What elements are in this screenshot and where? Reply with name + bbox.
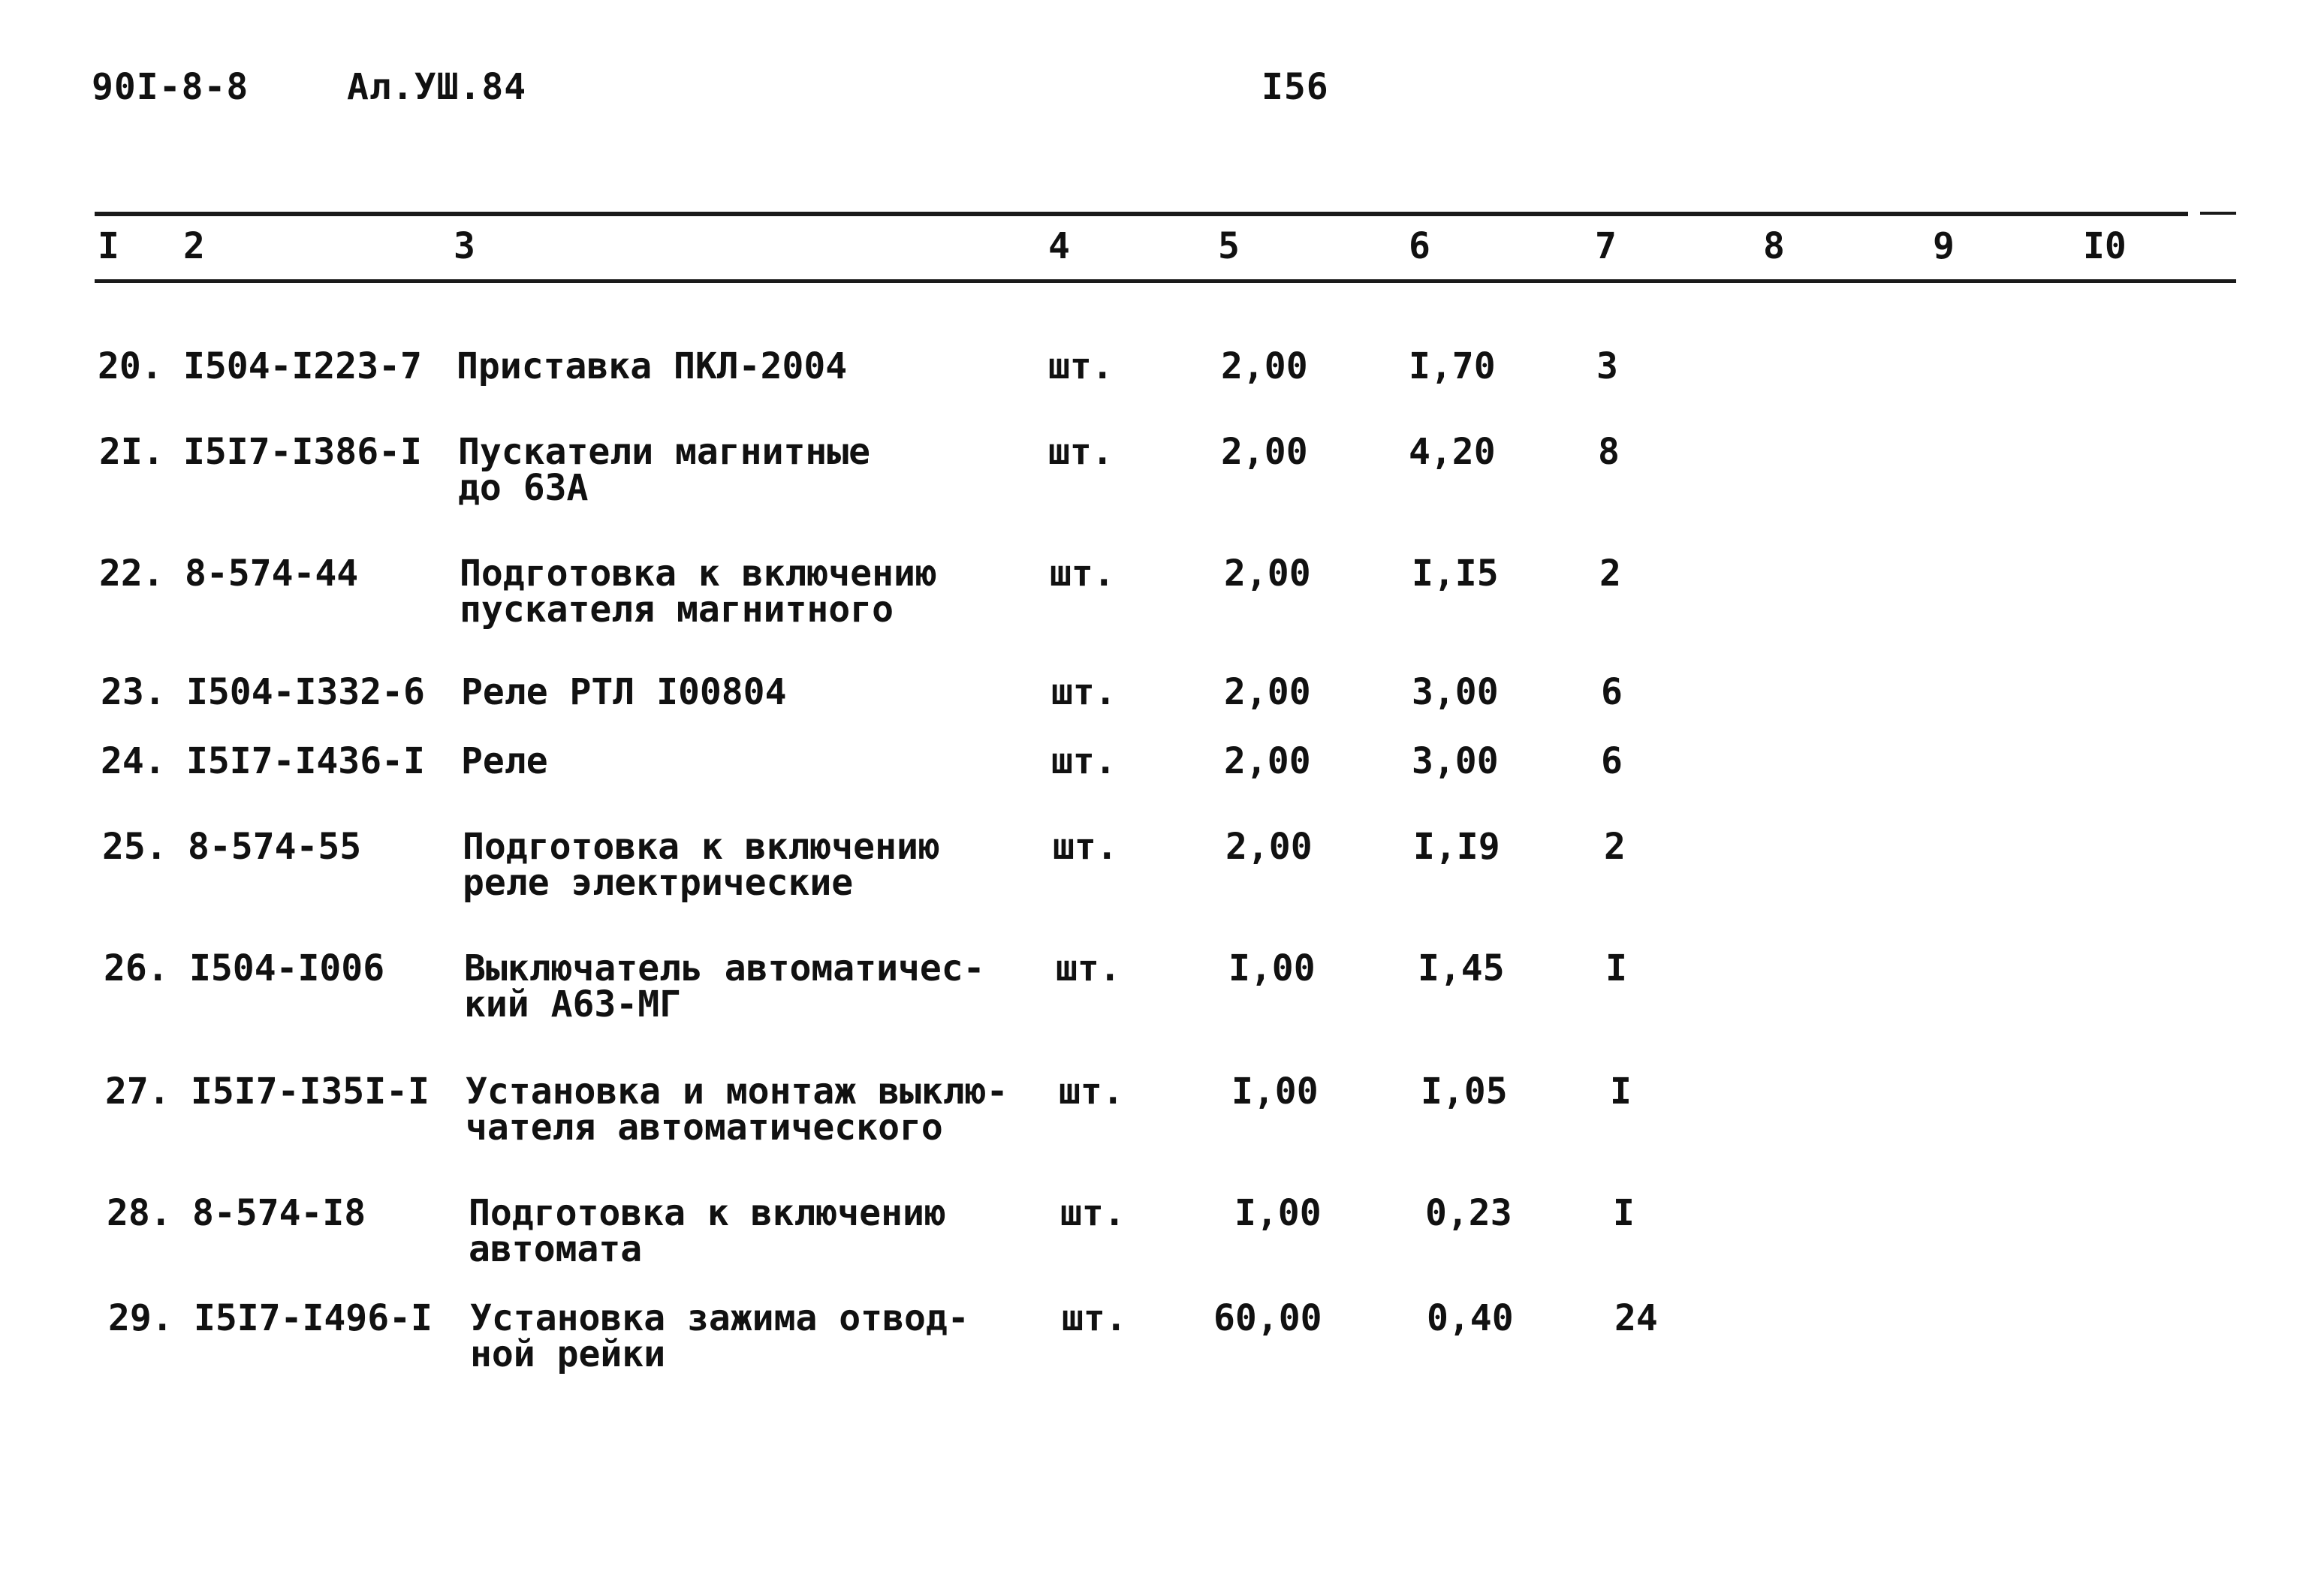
code-cell: I5I7-I386-I [183,431,422,473]
total-cell: I [1610,1071,1632,1113]
code-cell: I5I7-I35I-I [191,1071,430,1113]
row-number: 26. [104,947,169,989]
column-number: 4 [1048,225,1070,267]
row-number: 22. [99,553,164,595]
unit-cell: шт. [1051,671,1117,713]
row-number: 28. [107,1192,172,1234]
description-cell [460,553,937,631]
rate-cell: 0,23 [1425,1192,1512,1234]
description-cell [461,671,787,713]
rate-cell: I,45 [1418,947,1505,989]
description-line: автомата [469,1228,643,1270]
row-number: 23. [101,671,166,713]
quantity-cell: I,00 [1234,1192,1322,1234]
quantity-cell: I,00 [1228,947,1316,989]
quantity-cell: 2,00 [1221,431,1308,473]
description-line: Выключатель автоматичес- [464,947,985,989]
total-cell: 6 [1601,740,1623,782]
description-line: Реле [461,740,548,782]
code-cell: 8-574-44 [185,553,359,595]
row-number: 25. [102,826,167,868]
total-cell: 3 [1596,345,1618,387]
unit-cell: шт. [1056,947,1121,989]
table-top-rule-tail [2200,212,2236,215]
rate-cell: 4,20 [1409,431,1496,473]
unit-cell: шт. [1060,1192,1126,1234]
unit-cell: шт. [1062,1297,1127,1339]
unit-cell: шт. [1048,345,1114,387]
total-cell: I [1613,1192,1635,1234]
description-cell [461,740,548,782]
rate-cell: 3,00 [1412,671,1499,713]
description-line: реле электрические [463,862,854,904]
description-line: Подготовка к включению [463,826,940,868]
code-cell: I5I7-I496-I [194,1297,433,1339]
quantity-cell: 60,00 [1213,1297,1322,1339]
description-cell [469,1192,946,1270]
rate-cell: I,70 [1409,345,1496,387]
code-cell: 8-574-55 [188,826,362,868]
table-header-bottom-rule [95,279,2236,283]
total-cell: I [1605,947,1627,989]
rate-cell: 3,00 [1412,740,1499,782]
description-line: пускателя магнитного [460,589,894,631]
description-cell [466,1071,1008,1149]
rate-cell: 0,40 [1427,1297,1514,1339]
quantity-cell: I,00 [1231,1071,1319,1113]
description-cell [458,431,871,509]
unit-cell: шт. [1051,740,1117,782]
column-number: I0 [2083,225,2127,267]
description-line: Установка и монтаж выклю- [466,1071,1008,1113]
code-cell: I504-I006 [189,947,385,989]
description-line: ной рейки [470,1333,666,1375]
rate-cell: I,I5 [1412,553,1499,595]
quantity-cell: 2,00 [1224,740,1311,782]
description-cell [463,826,940,904]
description-line: Пускатели магнитные [458,431,871,473]
description-line: кий А63-МГ [464,983,681,1025]
code-cell: I504-I332-6 [186,671,425,713]
row-number: 20. [98,345,163,387]
description-line: Приставка ПКЛ-2004 [457,345,848,387]
total-cell: 8 [1598,431,1620,473]
description-line: Реле РТЛ I00804 [461,671,787,713]
unit-cell: шт. [1059,1071,1124,1113]
column-number: 2 [183,225,205,267]
quantity-cell: 2,00 [1221,345,1308,387]
code-cell: I504-I223-7 [183,345,422,387]
description-cell [457,345,848,387]
total-cell: 6 [1601,671,1623,713]
column-number: 3 [454,225,475,267]
table-top-rule [95,212,2188,216]
unit-cell: шт. [1048,431,1114,473]
quantity-cell: 2,00 [1225,826,1313,868]
row-number: 29. [108,1297,173,1339]
row-number: 27. [105,1071,170,1113]
description-cell [470,1297,969,1375]
row-number: 2I. [99,431,164,473]
column-number: 6 [1409,225,1430,267]
column-number: 5 [1218,225,1240,267]
row-number: 24. [101,740,166,782]
unit-cell: шт. [1050,553,1115,595]
quantity-cell: 2,00 [1224,553,1311,595]
column-number: 8 [1763,225,1785,267]
column-number: I [98,225,119,267]
doc-code: 90I-8-8 [92,66,249,108]
rate-cell: I,I9 [1413,826,1500,868]
unit-cell: шт. [1053,826,1118,868]
description-line: Установка зажима отвод- [470,1297,969,1339]
page-number: I56 [1262,66,1329,108]
description-cell [464,947,985,1025]
description-line: Подготовка к включению [469,1192,946,1234]
total-cell: 24 [1614,1297,1658,1339]
rate-cell: I,05 [1421,1071,1508,1113]
description-line: Подготовка к включению [460,553,937,595]
code-cell: I5I7-I436-I [186,740,425,782]
album-ref: Ал.УШ.84 [347,66,527,108]
total-cell: 2 [1604,826,1626,868]
description-line: до 63А [458,467,589,509]
total-cell: 2 [1599,553,1621,595]
code-cell: 8-574-I8 [192,1192,366,1234]
quantity-cell: 2,00 [1224,671,1311,713]
column-number: 9 [1933,225,1955,267]
column-number: 7 [1595,225,1617,267]
description-line: чателя автоматического [466,1107,943,1149]
